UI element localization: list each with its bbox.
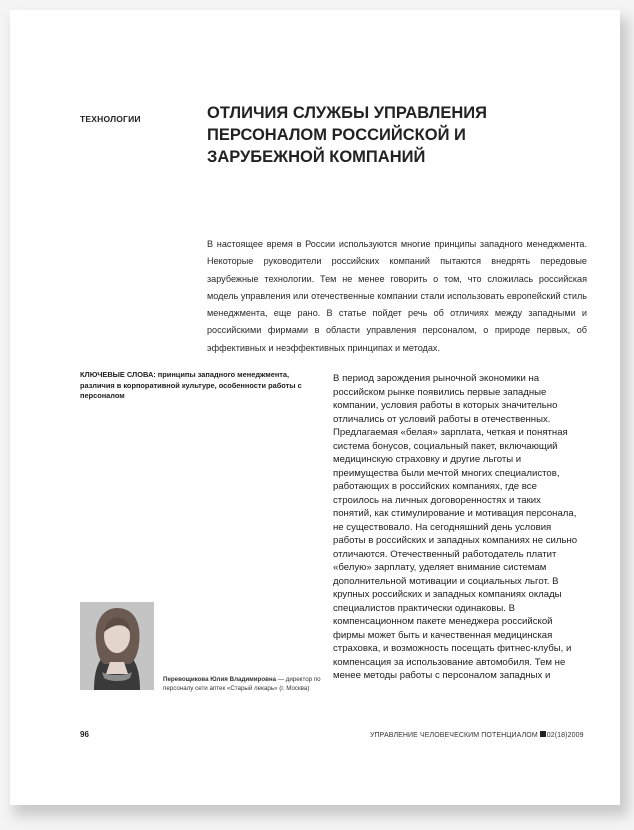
body-text: В период зарождения рыночной экономики на российском рынке появились первые западные компании, условия работы в которых значительно отличались от условий работы в отечественных. Предлагаемая «белая» зарплата, четкая и понятная система бонусов, социальный пакет, включающий медицинскую страховку и другие льготы и преимущества были мечтой многих специалистов, работающих в российских компаниях, где все строилось на личных договоренностях и таких понятий, как стимулирование и мотивация персонала, не существовало. На сегодняшний день условия работы в российских и западных компаниях не сильно отличаются. Отечественный работодатель платит «белую» зарплату, уделяет внимание системам дополнительной мотивации и социальных льгот. В крупных российских и западных компаниях оклады специалистов практически одинаковы. В компенсационном пакете менеджера российской фирмы может быть и качественная медицинская страховка, и возможность посещать фитнес-клубы, и компенсация за использование автомобиля. Тем не менее методы работы с персоналом западных и — [333, 373, 578, 681]
author-photo — [80, 602, 154, 690]
journal-name: УПРАВЛЕНИЕ ЧЕЛОВЕЧЕСКИМ ПОТЕНЦИАЛОМ — [370, 732, 538, 739]
keywords: КЛЮЧЕВЫЕ СЛОВА: принципы западного менеджмента, различия в корпоративной культуре, особенности работы с персоналом — [80, 370, 302, 400]
author-role: — директор по персоналу сети аптек «Старый лекарь» (г. Москва) — [163, 676, 321, 692]
author-name: Перевощикова Юлия Владимировна — [163, 676, 277, 683]
lead-paragraph: В настоящее время в России используются многие принципы западного менеджмента. Некоторые руководители российских компаний пытаются внедрять передовые зарубежные технологии. Тем не менее говорить о том, что сложилась российская модель управления или отечественные компании стали использовать европейский стиль менеджмента, еще рано. В статье пойдет речь об отличиях между западными и российскими фирмами в области управления персоналом, о природе первых, об эффективных и неэффективных принципах и методах. — [207, 239, 587, 353]
article-title: ОТЛИЧИЯ СЛУЖБЫ УПРАВЛЕНИЯ ПЕРСОНАЛОМ РОССИЙСКОЙ И ЗАРУБЕЖНОЙ КОМПАНИЙ — [207, 104, 488, 166]
square-separator-icon — [540, 731, 546, 737]
journal-issue: 02(18)2009 — [546, 732, 584, 739]
section-label: ТЕХНОЛОГИИ — [80, 114, 141, 124]
author-caption — [163, 675, 328, 693]
page-number: 96 — [80, 730, 89, 739]
journal-footer — [370, 731, 584, 739]
